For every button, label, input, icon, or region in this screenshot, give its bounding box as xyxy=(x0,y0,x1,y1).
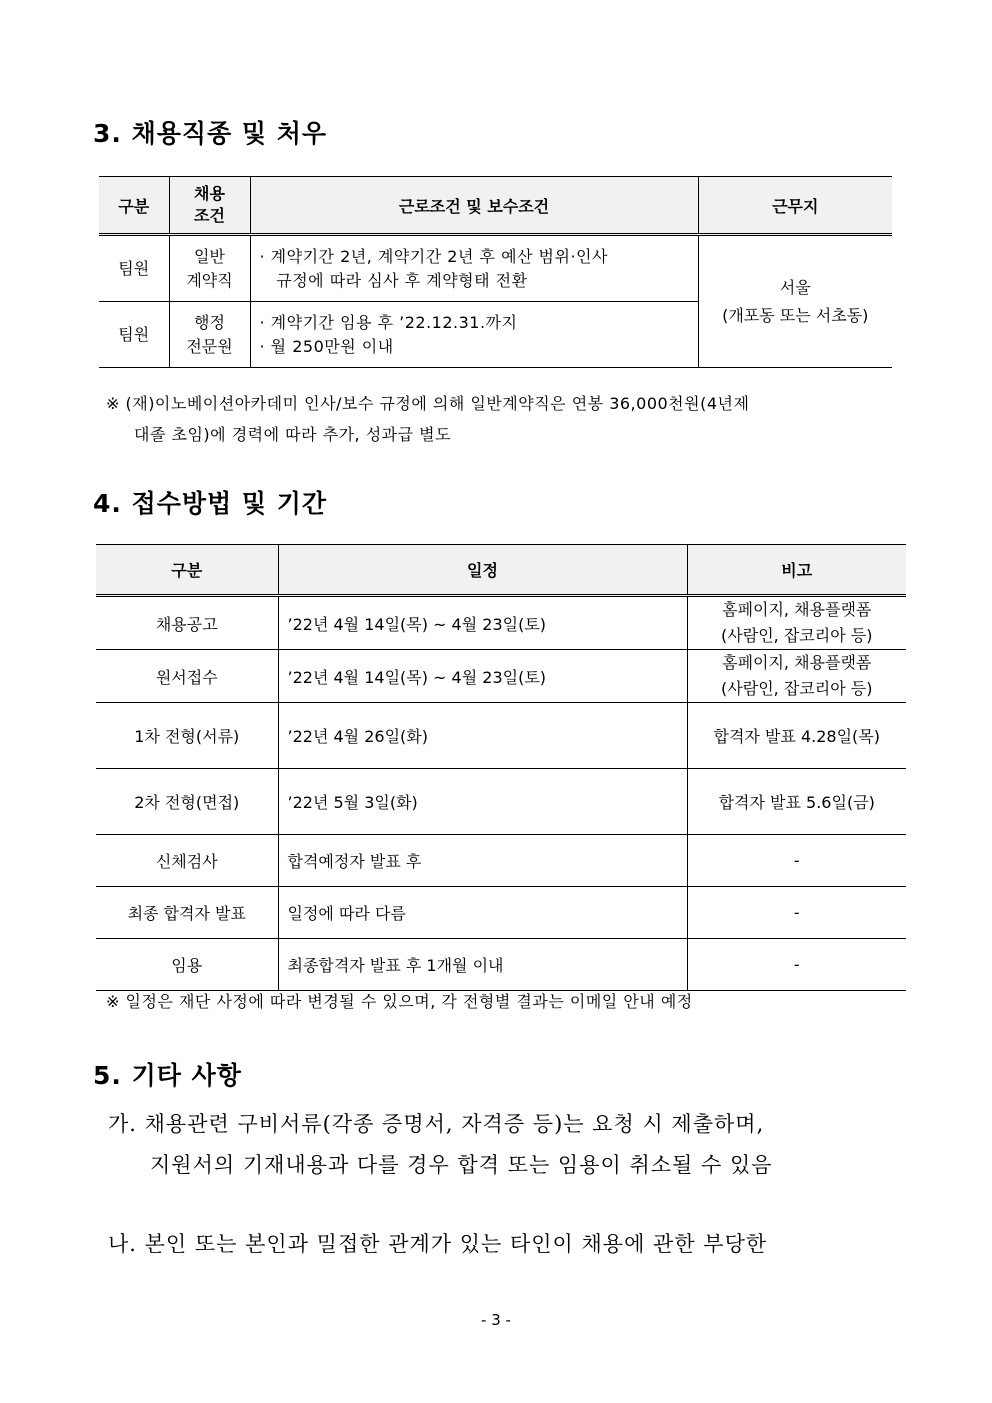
header-workplace: 근무지 xyxy=(698,177,892,235)
cell-category: 팀원 xyxy=(99,302,169,368)
header-conditions: 근로조건 및 보수조건 xyxy=(250,177,698,235)
header-category: 구분 xyxy=(96,545,278,596)
section5-heading: 5. 기타 사항 xyxy=(93,1061,242,1090)
header-employment-type: 채용 조건 xyxy=(169,177,250,235)
section3-note-line1: ※ (재)이노베이션아카데미 인사/보수 규정에 의해 일반계약직은 연봉 36,000천원(4년제 xyxy=(106,394,750,413)
cell-category: 신체검사 xyxy=(96,835,278,887)
item-na-line1: 나. 본인 또는 본인과 밀접한 관계가 있는 타인이 채용에 관한 부당한 xyxy=(108,1232,768,1256)
cell-schedule: ’22년 5월 3일(화) xyxy=(278,769,687,835)
item-ga-line1: 가. 채용관련 구비서류(각종 증명서, 자격증 등)는 요청 시 제출하며, xyxy=(108,1112,765,1136)
page-number: - 3 - xyxy=(481,1311,511,1329)
item-ga-line2: 지원서의 기재내용과 다를 경우 합격 또는 임용이 취소될 수 있음 xyxy=(150,1153,773,1177)
section4-heading: 4. 접수방법 및 기간 xyxy=(93,489,328,518)
employment-conditions-table xyxy=(99,176,892,368)
cell-workplace: 서울 (개포동 또는 서초동) xyxy=(698,235,892,368)
cell-schedule: ’22년 4월 14일(목) ~ 4월 23일(토) xyxy=(278,650,687,703)
cell-remarks: 합격자 발표 5.6일(금) xyxy=(687,769,906,835)
table-row xyxy=(99,235,892,302)
cell-schedule: 합격예정자 발표 후 xyxy=(278,835,687,887)
cell-category: 팀원 xyxy=(99,235,169,302)
table-row xyxy=(96,835,906,887)
cell-schedule: ’22년 4월 14일(목) ~ 4월 23일(토) xyxy=(278,596,687,650)
cell-conditions: · 계약기간 임용 후 ’22.12.31.까지 · 월 250만원 이내 xyxy=(250,302,698,368)
cell-remarks: - xyxy=(687,887,906,939)
cell-category: 채용공고 xyxy=(96,596,278,650)
cell-schedule: 일정에 따라 다름 xyxy=(278,887,687,939)
cell-schedule: ’22년 4월 26일(화) xyxy=(278,703,687,769)
table-row xyxy=(96,650,906,703)
section3-note-line2: 대졸 초임)에 경력에 따라 추가, 성과급 별도 xyxy=(134,425,452,444)
section3-heading: 3. 채용직종 및 처우 xyxy=(93,119,328,148)
cell-category: 1차 전형(서류) xyxy=(96,703,278,769)
cell-category: 임용 xyxy=(96,939,278,991)
cell-category: 2차 전형(면접) xyxy=(96,769,278,835)
cell-remarks: 홈페이지, 채용플랫폼 (사람인, 잡코리아 등) xyxy=(687,650,906,703)
cell-conditions: · 계약기간 2년, 계약기간 2년 후 예산 범위·인사 규정에 따라 심사 후 계약형태 전환 xyxy=(250,235,698,302)
table-row xyxy=(96,887,906,939)
cell-type: 일반 계약직 xyxy=(169,235,250,302)
table-row xyxy=(96,939,906,991)
table-row xyxy=(96,596,906,650)
header-remarks: 비고 xyxy=(687,545,906,596)
schedule-table xyxy=(96,544,906,991)
cell-category: 최종 합격자 발표 xyxy=(96,887,278,939)
cell-remarks: - xyxy=(687,835,906,887)
cell-remarks: 합격자 발표 4.28일(목) xyxy=(687,703,906,769)
cell-remarks: 홈페이지, 채용플랫폼 (사람인, 잡코리아 등) xyxy=(687,596,906,650)
cell-remarks: - xyxy=(687,939,906,991)
section4-note: ※ 일정은 재단 사정에 따라 변경될 수 있으며, 각 전형별 결과는 이메일 안내 예정 xyxy=(106,992,693,1011)
table-row xyxy=(96,703,906,769)
cell-type: 행정 전문원 xyxy=(169,302,250,368)
header-category: 구분 xyxy=(99,177,169,235)
cell-schedule: 최종합격자 발표 후 1개월 이내 xyxy=(278,939,687,991)
cell-category: 원서접수 xyxy=(96,650,278,703)
table-row xyxy=(96,769,906,835)
header-schedule: 일정 xyxy=(278,545,687,596)
